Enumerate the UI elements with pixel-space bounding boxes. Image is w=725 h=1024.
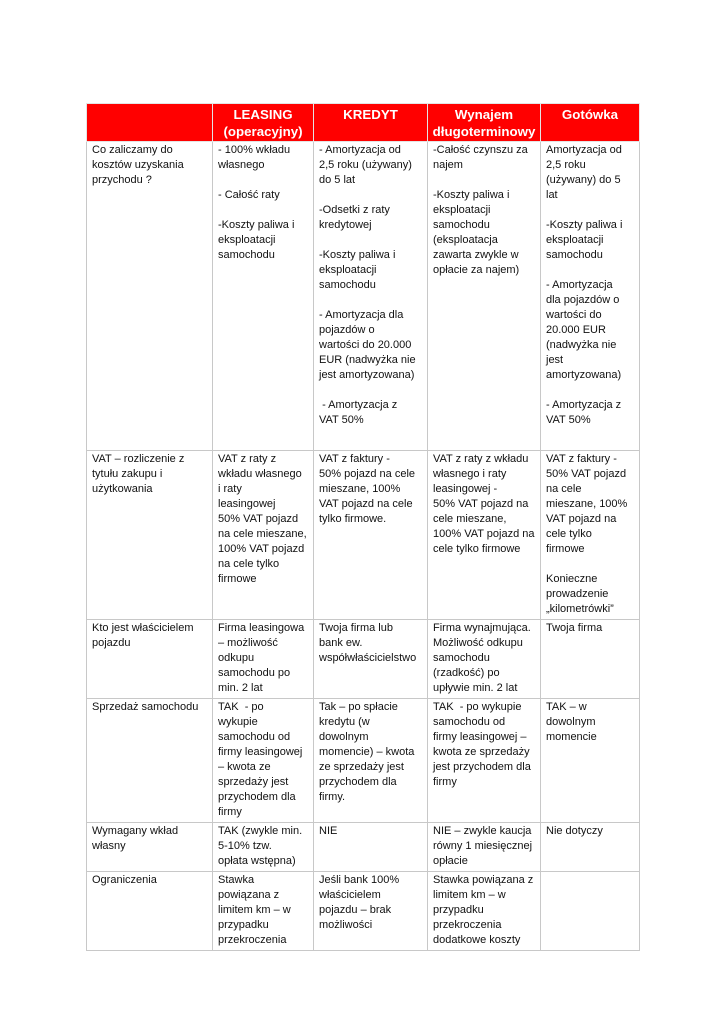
row-label: Sprzedaż samochodu: [87, 699, 213, 823]
cell-gotowka: TAK – w dowolnym momencie: [541, 699, 640, 823]
cell-kredyt: - Amortyzacja od 2,5 roku (używany) do 5 lat -Odsetki z raty kredytowej -Koszty paliwa i eksploatacji samochodu - Amortyzacja dla pojazdów o wartości do 20.000 EUR (nadwyżka nie jest amortyzowana) - Amortyzacja z VAT 50%: [314, 142, 428, 451]
cell-leasing: TAK (zwykle min. 5-10% tzw. opłata wstępna): [213, 823, 314, 872]
cell-kredyt: NIE: [314, 823, 428, 872]
row-label: VAT – rozliczenie z tytułu zakupu i użytkowania: [87, 451, 213, 620]
cell-gotowka: Nie dotyczy: [541, 823, 640, 872]
header-wynajem: Wynajem długoterminowy: [428, 104, 541, 142]
cell-leasing: - 100% wkładu własnego - Całość raty -Koszty paliwa i eksploatacji samochodu: [213, 142, 314, 451]
cell-gotowka: VAT z faktury - 50% VAT pojazd na cele mieszane, 100% VAT pojazd na cele tylko firmowe Konieczne prowadzenie „kilometrówki”: [541, 451, 640, 620]
cell-kredyt: Tak – po spłacie kredytu (w dowolnym momencie) – kwota ze sprzedaży jest przychodem dla firmy.: [314, 699, 428, 823]
cell-leasing: Stawka powiązana z limitem km – w przypadku przekroczenia: [213, 872, 314, 951]
row-label: Ograniczenia: [87, 872, 213, 951]
header-kredyt: KREDYT: [314, 104, 428, 142]
cell-wynajem: TAK - po wykupie samochodu od firmy leasingowej – kwota ze sprzedaży jest przychodem dla firmy: [428, 699, 541, 823]
table-row: [87, 872, 640, 951]
cell-kredyt: Twoja firma lub bank ew. współwłaścicielstwo: [314, 620, 428, 699]
table-row: [87, 142, 640, 451]
cell-wynajem: Firma wynajmująca. Możliwość odkupu samochodu (rzadkość) po upływie min. 2 lat: [428, 620, 541, 699]
cell-wynajem: VAT z raty z wkładu własnego i raty leasingowej - 50% VAT pojazd na cele mieszane, 100% VAT pojazd na cele tylko firmowe: [428, 451, 541, 620]
table-row: [87, 699, 640, 823]
cell-wynajem: -Całość czynszu za najem -Koszty paliwa i eksploatacji samochodu (eksploatacja zawarta zwykle w opłacie za najem): [428, 142, 541, 451]
row-label: Co zaliczamy do kosztów uzyskania przychodu ?: [87, 142, 213, 451]
cell-leasing: TAK - po wykupie samochodu od firmy leasingowej – kwota ze sprzedaży jest przychodem dla firmy: [213, 699, 314, 823]
row-label: Kto jest właścicielem pojazdu: [87, 620, 213, 699]
cell-leasing: Firma leasingowa – możliwość odkupu samochodu po min. 2 lat: [213, 620, 314, 699]
cell-kredyt: VAT z faktury - 50% pojazd na cele mieszane, 100% VAT pojazd na cele tylko firmowe.: [314, 451, 428, 620]
header-corner: [87, 104, 213, 142]
cell-gotowka: Amortyzacja od 2,5 roku (używany) do 5 lat -Koszty paliwa i eksploatacji samochodu - Amortyzacja dla pojazdów o wartości do 20.000 EUR (nadwyżka nie jest amortyzowana) - Amortyzacja z VAT 50%: [541, 142, 640, 451]
cell-kredyt: Jeśli bank 100% właścicielem pojazdu – brak możliwości: [314, 872, 428, 951]
comparison-table: [86, 103, 640, 951]
header-leasing: LEASING (operacyjny): [213, 104, 314, 142]
table-row: [87, 823, 640, 872]
header-row: [87, 104, 640, 142]
header-gotowka: Gotówka: [541, 104, 640, 142]
cell-leasing: VAT z raty z wkładu własnego i raty leasingowej 50% VAT pojazd na cele mieszane, 100% VAT pojazd na cele tylko firmowe: [213, 451, 314, 620]
cell-gotowka: Twoja firma: [541, 620, 640, 699]
document-page: [86, 103, 639, 951]
table-row: [87, 451, 640, 620]
row-label: Wymagany wkład własny: [87, 823, 213, 872]
table-row: [87, 620, 640, 699]
cell-wynajem: NIE – zwykle kaucja równy 1 miesięcznej opłacie: [428, 823, 541, 872]
cell-gotowka: [541, 872, 640, 951]
cell-wynajem: Stawka powiązana z limitem km – w przypadku przekroczenia dodatkowe koszty: [428, 872, 541, 951]
